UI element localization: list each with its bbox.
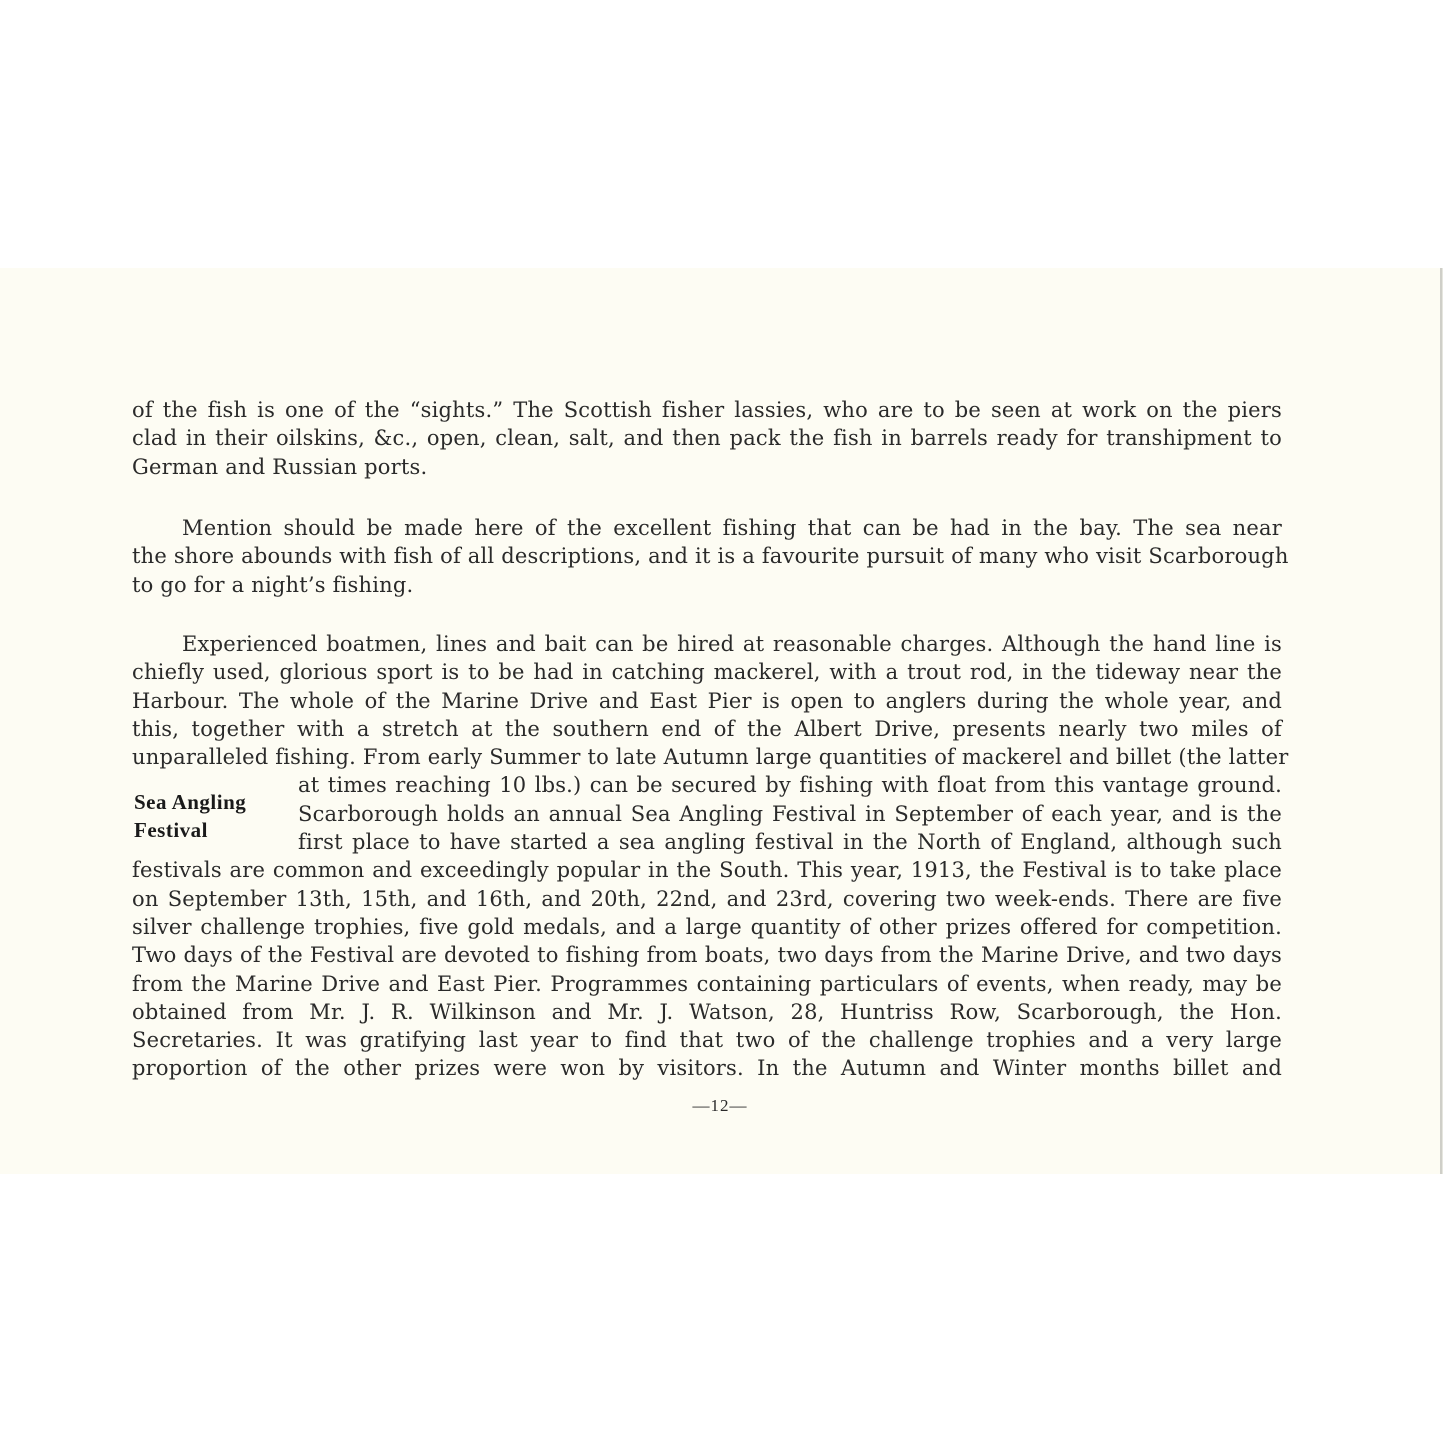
- text-line: from the Marine Drive and East Pier. Programmes containing particulars of events, when ready, may be: [132, 971, 1282, 996]
- text-line: proportion of the other prizes were won by visitors. In the Autumn and Winter months billet and: [132, 1056, 1282, 1081]
- text-line: obtained from Mr. J. R. Wilkinson and Mr. J. Watson, 28, Huntriss Row, Scarborough, the Hon.: [132, 999, 1282, 1024]
- text-line: to go for a night’s fishing.: [132, 572, 414, 597]
- page-number: —12—: [692, 1096, 748, 1115]
- text-line: of the fish is one of the “sights.” The Scottish fisher lassies, who are to be seen at work on the piers: [132, 398, 1282, 422]
- paragraph-bay-fishing: [132, 514, 1289, 599]
- text-line: chiefly used, glorious sport is to be had in catching mackerel, with a trout rod, in the tideway near the: [132, 660, 1282, 685]
- text-line: first place to have started a sea angling festival in the North of England, although such: [298, 830, 1282, 855]
- text-line: the shore abounds with fish of all descriptions, and it is a favourite pursuit of many who visit Scarborough: [132, 544, 1289, 569]
- text-line: Harbour. The whole of the Marine Drive and East Pier is open to anglers during the whole year, and: [132, 688, 1282, 713]
- text-line: Experienced boatmen, lines and bait can be hired at reasonable charges. Although the hand line is: [182, 632, 1282, 656]
- text-line: Scarborough holds an annual Sea Angling Festival in September of each year, and is the: [298, 801, 1282, 826]
- text-line: this, together with a stretch at the southern end of the Albert Drive, presents nearly two miles of: [132, 716, 1282, 741]
- text-line: Mention should be made here of the excellent fishing that can be had in the bay. The sea near: [182, 516, 1282, 540]
- marginal-heading: [134, 788, 246, 844]
- paragraph-sea-angling: [132, 630, 1289, 1083]
- text-line: on September 13th, 15th, and 16th, and 20th, 22nd, and 23rd, covering two week-ends. There are five: [132, 886, 1282, 911]
- text-line: unparalleled fishing. From early Summer to late Autumn large quantities of mackerel and billet (the latter: [132, 745, 1289, 770]
- text-line: German and Russian ports.: [132, 454, 428, 479]
- text-line: Secretaries. It was gratifying last year to find that two of the challenge trophies and a very large: [132, 1028, 1282, 1053]
- text-line: clad in their oilskins, &c., open, clean, salt, and then pack the fish in barrels ready for transhipment to: [132, 426, 1282, 451]
- text-line: silver challenge trophies, five gold medals, and a large quantity of other prizes offered for competition.: [132, 914, 1282, 939]
- paragraph-fish-sights: [132, 396, 1282, 481]
- marginal-heading-line: Sea Angling: [134, 790, 247, 814]
- text-line: Two days of the Festival are devoted to fishing from boats, two days from the Marine Drive, and two days: [132, 943, 1282, 968]
- text-line: at times reaching 10 lbs.) can be secured by fishing with float from this vantage ground.: [298, 773, 1282, 798]
- text-line: festivals are common and exceedingly popular in the South. This year, 1913, the Festival is to take place: [132, 858, 1282, 883]
- side-wrapped-lines: [132, 771, 1282, 856]
- marginal-heading-line: Festival: [134, 818, 208, 842]
